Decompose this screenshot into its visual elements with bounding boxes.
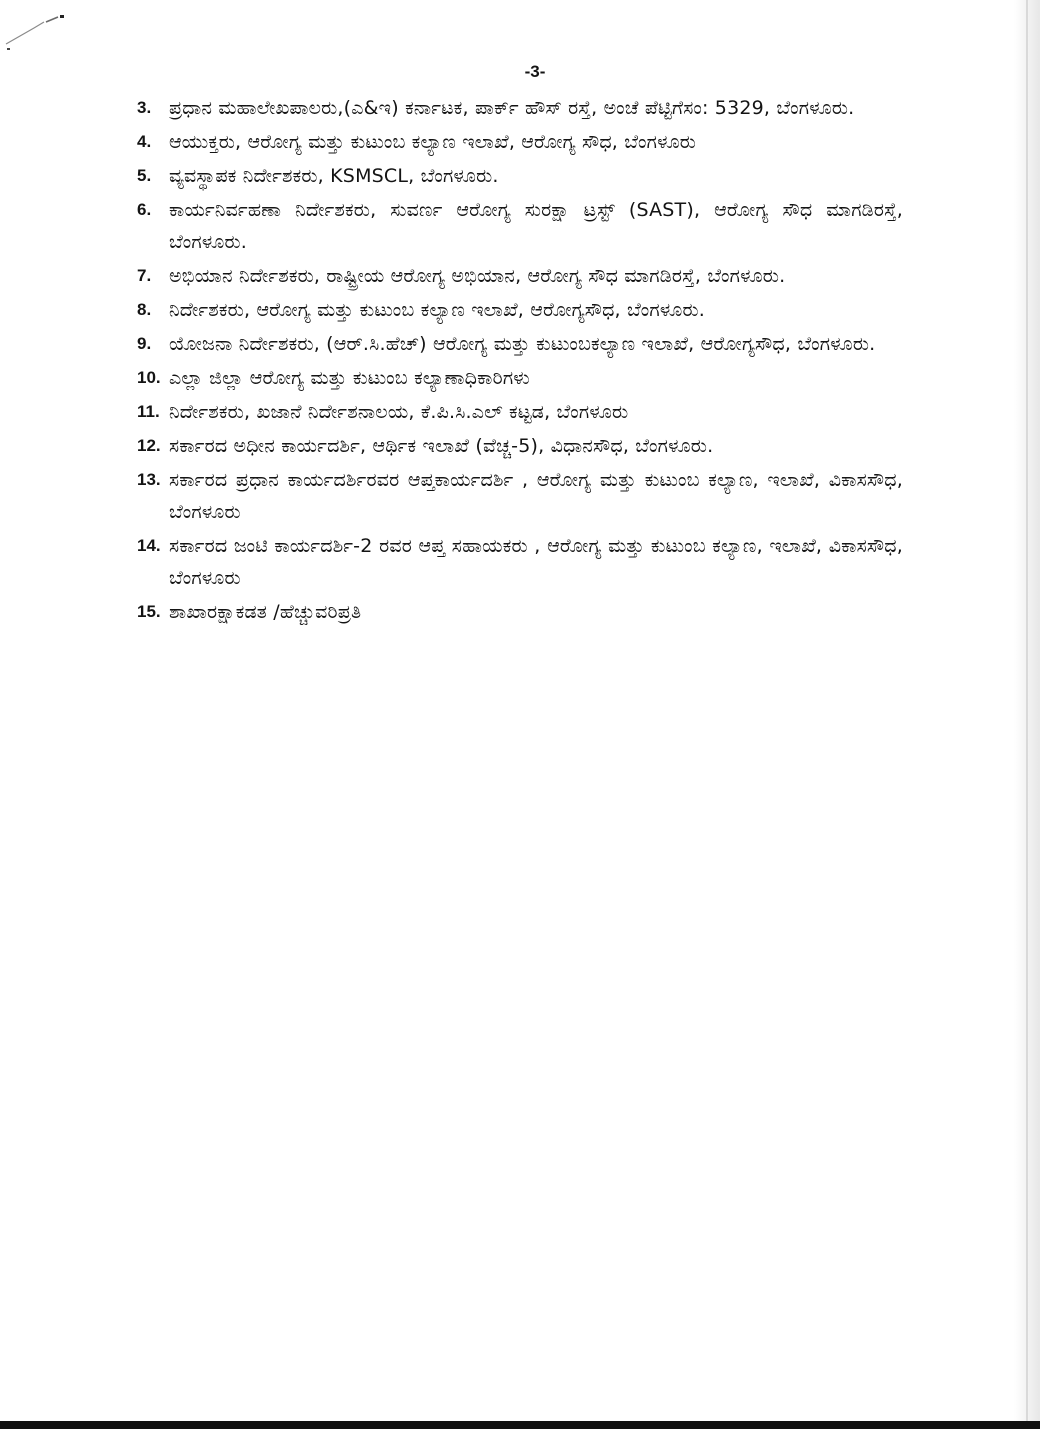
item-number: 4. [137,132,152,151]
item-text: ಕಾರ್ಯನಿರ್ವಹಣಾ ನಿರ್ದೇಶಕರು, ಸುವರ್ಣ ಆರೋಗ್ಯ ಸುರಕ್ಷಾ ಟ್ರಸ್ಟ್ (SAST), ಆರೋಗ್ಯ ಸೌಧ ಮಾಗಡಿರಸ್ತೆ, ಬೆಂಗಳೂರು. [169,199,903,253]
list-item [137,430,903,462]
bottom-scan-border [0,1421,1040,1429]
item-number: 13. [137,470,161,489]
list-item [137,92,903,124]
list-item [137,126,903,158]
item-number: 9. [137,334,152,353]
list-item [137,464,903,528]
list-item [137,396,903,428]
item-number: 5. [137,166,152,185]
list-item [137,596,903,628]
item-text: ಆಯುಕ್ತರು, ಆರೋಗ್ಯ ಮತ್ತು ಕುಟುಂಬ ಕಲ್ಯಾಣ ಇಲಾಖೆ, ಆರೋಗ್ಯ ಸೌಧ, ಬೆಂಗಳೂರು [169,131,697,153]
item-number: 12. [137,436,161,455]
item-text: ಸರ್ಕಾರದ ಪ್ರಧಾನ ಕಾರ್ಯದರ್ಶಿರವರ ಆಪ್ತಕಾರ್ಯದರ್ಶಿ , ಆರೋಗ್ಯ ಮತ್ತು ಕುಟುಂಬ ಕಲ್ಯಾಣ, ಇಲಾಖೆ, ವಿಕಾಸಸೌಧ, ಬೆಂಗಳೂರು [169,469,903,523]
item-text: ವ್ಯವಸ್ಥಾಪಕ ನಿರ್ದೇಶಕರು, KSMSCL, ಬೆಂಗಳೂರು. [169,165,499,187]
list-item [137,530,903,594]
item-number: 7. [137,266,152,285]
item-text: ಎಲ್ಲಾ ಜಿಲ್ಲಾ ಆರೋಗ್ಯ ಮತ್ತು ಕುಟುಂಬ ಕಲ್ಯಾಣಾಧಿಕಾರಿಗಳು [169,367,530,389]
item-text: ನಿರ್ದೇಶಕರು, ಆರೋಗ್ಯ ಮತ್ತು ಕುಟುಂಬ ಕಲ್ಯಾಣ ಇಲಾಖೆ, ಆರೋಗ್ಯಸೌಧ, ಬೆಂಗಳೂರು. [169,299,706,321]
item-text: ಸರ್ಕಾರದ ಜಂಟಿ ಕಾರ್ಯದರ್ಶಿ-2 ರವರ ಆಪ್ತ ಸಹಾಯಕರು , ಆರೋಗ್ಯ ಮತ್ತು ಕುಟುಂಬ ಕಲ್ಯಾಣ, ಇಲಾಖೆ, ವಿಕಾಸಸೌಧ, ಬೆಂಗಳೂರು [169,535,903,589]
page-number: -3- [524,62,546,81]
item-number: 8. [137,300,152,319]
list-item [137,294,903,326]
recipient-list [137,92,903,630]
list-item [137,328,903,360]
item-text: ಶಾಖಾರಕ್ಷಾಕಡತ /ಹೆಚ್ಚುವರಿಪ್ರತಿ [169,601,362,623]
page-edge-line [1026,0,1028,1429]
item-text: ಅಭಿಯಾನ ನಿರ್ದೇಶಕರು, ರಾಷ್ಟ್ರೀಯ ಆರೋಗ್ಯ ಅಭಿಯಾನ, ಆರೋಗ್ಯ ಸೌಧ ಮಾಗಡಿರಸ್ತೆ, ಬೆಂಗಳೂರು. [169,265,786,287]
item-text: ನಿರ್ದೇಶಕರು, ಖಜಾನೆ ನಿರ್ದೇಶನಾಲಯ, ಕೆ.ಪಿ.ಸಿ.ಎಲ್ ಕಟ್ಟಡ, ಬೆಂಗಳೂರು [169,401,629,423]
item-number: 10. [137,368,161,387]
list-item [137,194,903,258]
list-item [137,160,903,192]
item-number: 3. [137,98,152,117]
item-number: 11. [137,402,160,421]
item-text: ಪ್ರಧಾನ ಮಹಾಲೇಖಪಾಲರು,(ಎ&ಇ) ಕರ್ನಾಟಕ, ಪಾರ್ಕ್ ಹೌಸ್ ರಸ್ತೆ, ಅಂಚೆ ಪೆಟ್ಟಿಗೆಸಂ: 5329, ಬೆಂಗಳೂರು. [169,97,855,119]
item-number: 14. [137,536,161,555]
item-text: ಸರ್ಕಾರದ ಅಧೀನ ಕಾರ್ಯದರ್ಶಿ, ಆರ್ಥಿಕ ಇಲಾಖೆ (ವೆಚ್ಚ-5), ವಿಧಾನಸೌಧ, ಬೆಂಗಳೂರು. [169,435,714,457]
item-number: 6. [137,200,152,219]
scan-speck-marks [0,0,80,60]
item-number: 15. [137,602,161,621]
list-item [137,260,903,292]
item-text: ಯೋಜನಾ ನಿರ್ದೇಶಕರು, (ಆರ್.ಸಿ.ಹೆಚ್) ಆರೋಗ್ಯ ಮತ್ತು ಕುಟುಂಬಕಲ್ಯಾಣ ಇಲಾಖೆ, ಆರೋಗ್ಯಸೌಧ, ಬೆಂಗಳೂರು. [169,333,876,355]
list-item [137,362,903,394]
